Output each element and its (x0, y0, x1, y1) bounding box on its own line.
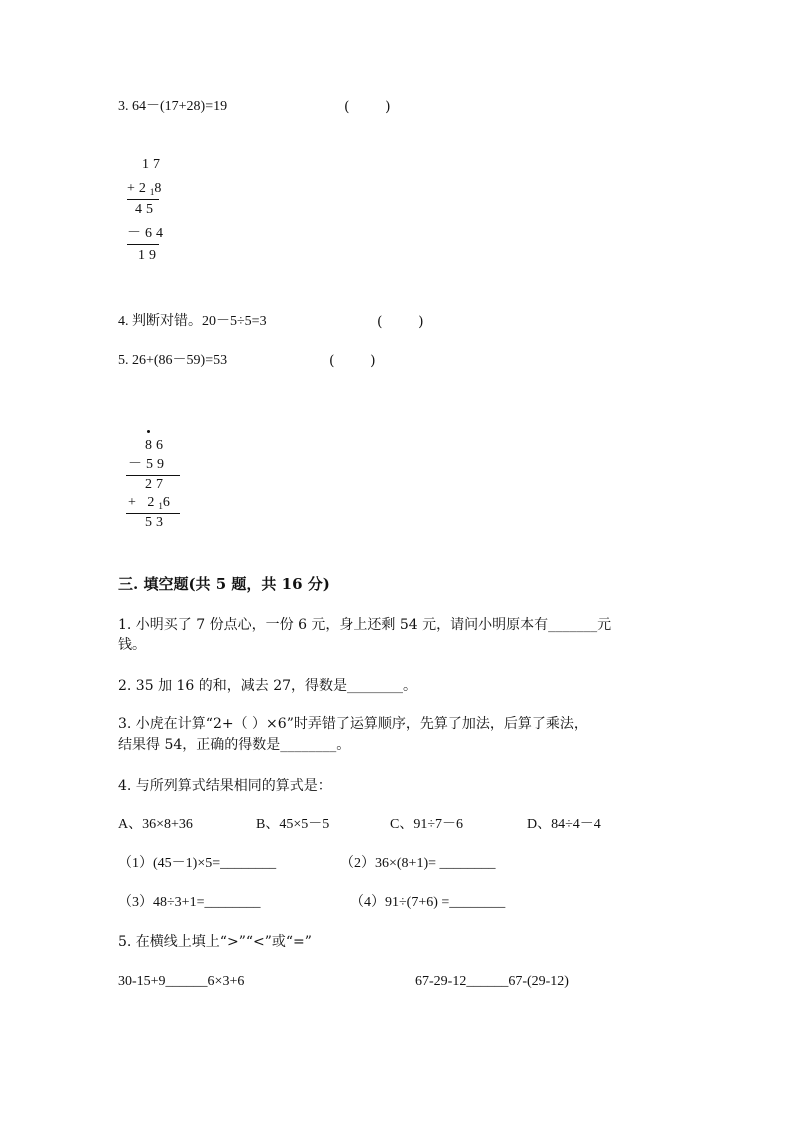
calc5-rule1 (126, 475, 180, 476)
compare-right[interactable]: 67-29-12______67-(29-12) (415, 974, 569, 989)
calc5-row4-op: + 2 (128, 495, 159, 510)
option-b: B、45×5－5 (256, 817, 330, 832)
fill-question-5: 5. 在横线上填上“>”“<”或“=” (118, 934, 312, 950)
calc5-row3: 27 (145, 477, 167, 492)
match-item-4[interactable]: （4）91÷(7+6) =________ (350, 895, 506, 910)
calc3-rule1 (127, 199, 159, 200)
borrow-dot (147, 430, 150, 433)
answer-paren-3[interactable]: ( ) (344, 99, 391, 115)
answer-paren-4[interactable]: ( ) (377, 314, 424, 330)
calc3-row4: －64 (127, 226, 167, 241)
section-title: 三. 填空题(共 5 题，共 16 分) (118, 575, 330, 593)
question-4: 4. 判断对错。20－5÷5=3 (118, 314, 267, 329)
calc3-row2-op: +2 (127, 181, 150, 196)
fill-question-1-line1: 1. 小明买了 7 份点心，一份 6 元，身上还剩 54 元，请问小明原本有_______元 (118, 617, 612, 633)
option-a: A、36×8+36 (118, 817, 193, 832)
calc3-row1: 17 (142, 157, 164, 172)
calc5-row4-tail: 6 (162, 495, 174, 510)
question-5: 5. 26+(86－59)=53 (118, 353, 228, 368)
calc5-rule2 (126, 513, 180, 514)
calc5-carry: 1 (158, 501, 163, 511)
fill-question-2: 2. 35 加 16 的和，减去 27，得数是________。 (118, 678, 418, 694)
match-item-2[interactable]: （2）36×(8+1)= ________ (340, 856, 496, 871)
calc3-row3: 45 (135, 202, 157, 217)
compare-left[interactable]: 30-15+9______6×3+6 (118, 974, 245, 989)
option-d: D、84÷4－4 (527, 817, 601, 832)
calc3-rule2 (127, 244, 159, 245)
fill-question-3-line2: 结果得 54，正确的得数是________。 (118, 737, 351, 753)
option-c: C、91÷7－6 (390, 817, 464, 832)
calc3-carry: 1 (149, 187, 155, 197)
question-3: 3. 64－(17+28)=19 (118, 99, 228, 114)
calc3-row2 (127, 181, 165, 197)
calc5-row4 (128, 495, 174, 511)
calc5-row2: －59 (128, 457, 168, 472)
match-item-3[interactable]: （3）48÷3+1=________ (118, 895, 261, 910)
calc5-row1: 86 (145, 438, 167, 453)
match-item-1[interactable]: （1）(45－1)×5=________ (118, 856, 277, 871)
fill-question-3-line1: 3. 小虎在计算“2+（ ）×6”时弄错了运算顺序，先算了加法，后算了乘法， (118, 716, 588, 732)
calc3-row5: 19 (138, 248, 160, 263)
answer-paren-5[interactable]: ( ) (329, 353, 376, 369)
fill-question-4: 4. 与所列算式结果相同的算式是： (118, 778, 332, 794)
calc5-row5: 53 (145, 515, 167, 530)
calc3-row2-tail: 8 (154, 181, 166, 196)
fill-question-1-line2: 钱。 (118, 637, 146, 653)
